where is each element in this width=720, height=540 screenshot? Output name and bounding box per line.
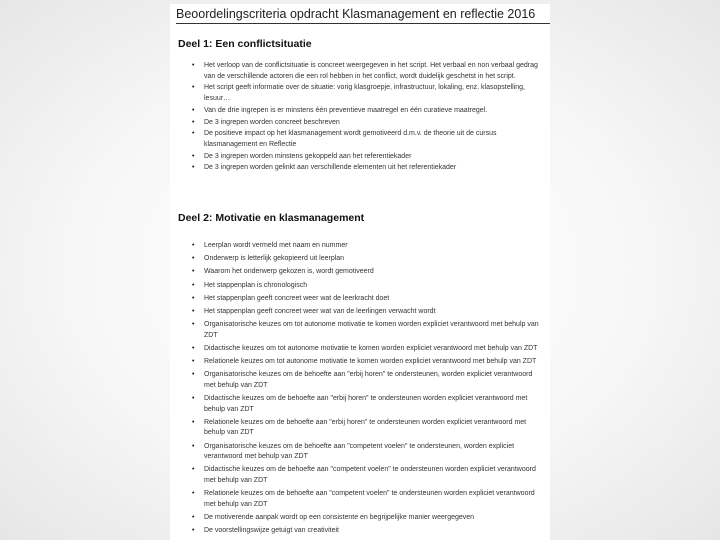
- bullet-icon: •: [192, 358, 195, 366]
- criterion-item: [194, 106, 544, 117]
- bullet-icon: •: [192, 281, 195, 289]
- criterion-text: Waarom het onderwerp gekozen is, wordt gemotiveerd: [204, 268, 374, 276]
- bullet-icon: •: [192, 371, 195, 379]
- criteria-list-part-2: [194, 241, 544, 539]
- bullet-icon: •: [192, 118, 195, 126]
- criterion-item: [194, 344, 544, 355]
- criterion-item: [194, 152, 544, 163]
- document-page: [170, 4, 550, 540]
- criterion-item: [194, 294, 544, 305]
- criterion-text: De 3 ingrepen worden minstens gekoppeld aan het referentiekader: [204, 152, 412, 160]
- bullet-icon: •: [192, 268, 195, 276]
- criterion-text: Het stappenplan is chronologisch: [204, 281, 308, 289]
- criterion-item: [194, 394, 544, 415]
- section-heading-part-2: Deel 2: Motivatie en klasmanagement: [178, 212, 365, 224]
- bullet-icon: •: [192, 255, 195, 263]
- criterion-item: [194, 254, 544, 265]
- bullet-icon: •: [192, 344, 195, 352]
- section-heading-part-1: Deel 1: Een conflictsituatie: [178, 38, 312, 50]
- bullet-icon: •: [192, 321, 195, 329]
- criterion-text: Het stappenplan geeft concreet weer wat van de leerlingen verwacht wordt: [204, 307, 436, 315]
- bullet-icon: •: [192, 294, 195, 302]
- criterion-item: [194, 241, 544, 252]
- criterion-text: Van de drie ingrepen is er minstens één preventieve maatregel en één curatieve maatregel.: [204, 106, 488, 114]
- criterion-item: [194, 418, 544, 439]
- bullet-icon: •: [192, 527, 195, 535]
- criterion-text: Didactische keuzes om de behoefte aan "erbij horen" te ondersteunen worden expliciet verantwoord met behulp van ZDT: [204, 395, 528, 413]
- criterion-item: [194, 267, 544, 278]
- criterion-item: [194, 320, 544, 341]
- criterion-item: [194, 489, 544, 510]
- criterion-text: De 3 ingrepen worden concreet beschreven: [204, 118, 340, 126]
- bullet-icon: •: [192, 62, 195, 69]
- criterion-text: De 3 ingrepen worden gelinkt aan verschillende elementen uit het referentiekader: [204, 164, 457, 172]
- bullet-icon: •: [192, 242, 195, 249]
- criterion-item: [194, 465, 544, 486]
- criterion-text: Relationele keuzes om de behoefte aan "competent voelen" te ondersteunen worden expliciet verantwoord met behulp van ZDT: [204, 490, 535, 508]
- criterion-item: [194, 442, 544, 463]
- bullet-icon: •: [192, 442, 195, 450]
- title-divider: [176, 23, 550, 24]
- bullet-icon: •: [192, 84, 195, 92]
- bullet-icon: •: [192, 395, 195, 403]
- criterion-item: [194, 129, 544, 150]
- document-title: Beoordelingscriteria opdracht Klasmanagement en reflectie 2016: [176, 7, 536, 21]
- criterion-item: [194, 513, 544, 524]
- criterion-item: [194, 357, 544, 368]
- criterion-item: [194, 370, 544, 391]
- criterion-text: Organisatorische keuzes om tot autonome motivatie te komen worden expliciet verantwoord met behulp van ZDT: [204, 321, 539, 339]
- bullet-icon: •: [192, 466, 195, 474]
- criterion-item: [194, 526, 544, 537]
- criterion-item: [194, 61, 544, 82]
- criterion-text: Organisatorische keuzes om de behoefte aan "competent voelen" te ondersteunen, worden expliciet verantwoord met behulp van ZDT: [204, 442, 515, 461]
- criterion-item: [194, 163, 544, 174]
- criterion-text: De motiverende aanpak wordt op een consistente en begrijpelijke manier weergegeven: [204, 513, 475, 521]
- criterion-item: [194, 281, 544, 292]
- criterion-text: De positieve impact op het klasmanagement wordt gemotiveerd d.m.v. de theorie uit de cursus klasmanagement en Reflectie: [204, 130, 497, 148]
- criterion-text: Onderwerp is letterlijk gekopieerd uit leerplan: [204, 255, 345, 263]
- criterion-item: [194, 307, 544, 318]
- bullet-icon: •: [192, 307, 195, 315]
- criterion-text: Het script geeft informatie over de situatie: vorig klasgroepje, infrastructuur, lokaling, enz. klasopstelling, lesuur…: [204, 84, 525, 102]
- criterion-text: Didactische keuzes om tot autonome motivatie te komen worden expliciet verantwoord met behulp van ZDT: [204, 344, 538, 352]
- bullet-icon: •: [192, 513, 195, 521]
- criterion-text: Relationele keuzes om tot autonome motivatie te komen worden expliciet verantwoord met behulp van ZDT: [204, 358, 537, 366]
- bullet-icon: •: [192, 106, 195, 114]
- bullet-icon: •: [192, 130, 195, 138]
- bullet-icon: •: [192, 152, 195, 160]
- criterion-text: De voorstellingswijze getuigt van creativiteit: [204, 527, 340, 535]
- criterion-item: [194, 118, 544, 129]
- criterion-text: Organisatorische keuzes om de behoefte aan "erbij horen" te ondersteunen, worden expliciet verantwoord met behulp van ZDT: [204, 371, 533, 389]
- criteria-list-part-1: [194, 61, 544, 175]
- bullet-icon: •: [192, 490, 195, 498]
- criterion-text: Het stappenplan geeft concreet weer wat de leerkracht doet: [204, 294, 390, 302]
- bullet-icon: •: [192, 164, 195, 172]
- criterion-text: Het verloop van de conflictsituatie is concreet weergegeven in het script. Het verbaal en non verbaal gedrag van de verschillende actoren die een rol hebben in het conflict, wordt duidelijk geschetst in het script.: [204, 62, 538, 80]
- criterion-text: Leerplan wordt vermeld met naam en nummer: [204, 242, 348, 249]
- criterion-text: Relationele keuzes om de behoefte aan "erbij horen" te ondersteunen worden expliciet verantwoord met behulp van ZDT: [204, 418, 527, 437]
- bullet-icon: •: [192, 418, 195, 426]
- criterion-item: [194, 83, 544, 104]
- criterion-text: Didactische keuzes om de behoefte aan "competent voelen" te ondersteunen worden expliciet verantwoord met behulp van ZDT: [204, 466, 536, 484]
